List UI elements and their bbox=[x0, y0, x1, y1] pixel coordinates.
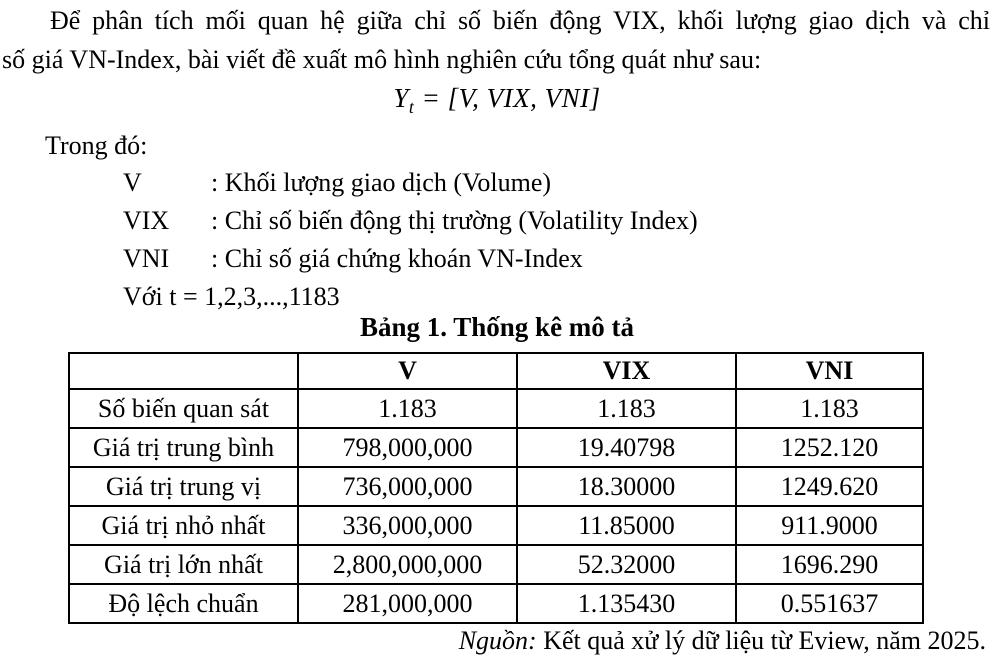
cell-value: 19.40798 bbox=[517, 428, 736, 467]
cell-value: 1696.290 bbox=[736, 545, 923, 584]
cell-value: 1.183 bbox=[298, 389, 517, 428]
formula-lhs: Y bbox=[393, 83, 409, 113]
table-row bbox=[69, 584, 923, 623]
cell-value: 281,000,000 bbox=[298, 584, 517, 623]
row-label: Giá trị trung bình bbox=[69, 428, 298, 467]
row-label: Số biến quan sát bbox=[69, 389, 298, 428]
table-row bbox=[69, 506, 923, 545]
cell-value: 336,000,000 bbox=[298, 506, 517, 545]
table-row bbox=[69, 389, 923, 428]
cell-value: 1249.620 bbox=[736, 467, 923, 506]
cell-value: 736,000,000 bbox=[298, 467, 517, 506]
intro-paragraph-line-1: Để phân tích mối quan hệ giữa chỉ số biến động VIX, khối lượng giao dịch và chỉ bbox=[50, 6, 990, 35]
time-range-note: Với t = 1,2,3,...,1183 bbox=[123, 282, 340, 311]
where-term-vix: VIX bbox=[123, 206, 170, 235]
where-definition-vni: : Chỉ số giá chứng khoán VN-Index bbox=[211, 244, 583, 273]
cell-value: 2,800,000,000 bbox=[298, 545, 517, 584]
cell-value: 911.9000 bbox=[736, 506, 923, 545]
cell-value: 52.32000 bbox=[517, 545, 736, 584]
where-intro: Trong đó: bbox=[45, 131, 148, 160]
where-definition-vix: : Chỉ số biến động thị trường (Volatility Index) bbox=[211, 206, 698, 235]
cell-value: 1.135430 bbox=[517, 584, 736, 623]
header-cell-vni: VNI bbox=[736, 353, 923, 389]
intro-paragraph-line-2: số giá VN-Index, bài viết đề xuất mô hình nghiên cứu tổng quát như sau: bbox=[2, 45, 762, 74]
where-item-v bbox=[123, 168, 551, 198]
header-cell-v: V bbox=[298, 353, 517, 389]
where-item-vix bbox=[123, 206, 698, 236]
row-label: Độ lệch chuẩn bbox=[69, 584, 298, 623]
source-text: Kết quả xử lý dữ liệu từ Eview, năm 2025. bbox=[536, 626, 986, 655]
formula-rhs: = [V, VIX, VNI] bbox=[421, 83, 601, 113]
cell-value: 1.183 bbox=[736, 389, 923, 428]
header-cell-empty bbox=[69, 353, 298, 389]
table-caption: Bảng 1. Thống kê mô tả bbox=[359, 312, 635, 342]
cell-value: 0.551637 bbox=[736, 584, 923, 623]
descriptive-statistics-table bbox=[68, 352, 924, 624]
where-definition-v: : Khối lượng giao dịch (Volume) bbox=[211, 168, 552, 197]
header-cell-vix: VIX bbox=[517, 353, 736, 389]
table-source-note bbox=[459, 626, 986, 656]
cell-value: 1252.120 bbox=[736, 428, 923, 467]
row-label: Giá trị trung vị bbox=[69, 467, 298, 506]
row-label: Giá trị lớn nhất bbox=[69, 545, 298, 584]
cell-value: 1.183 bbox=[517, 389, 736, 428]
formula-subscript: t bbox=[408, 97, 415, 117]
where-term-v: V bbox=[123, 168, 142, 197]
cell-value: 798,000,000 bbox=[298, 428, 517, 467]
model-formula bbox=[0, 83, 994, 118]
table-row bbox=[69, 467, 923, 506]
cell-value: 18.30000 bbox=[517, 467, 736, 506]
table-row bbox=[69, 545, 923, 584]
table-header-row bbox=[69, 353, 923, 389]
table-row bbox=[69, 428, 923, 467]
cell-value: 11.85000 bbox=[517, 506, 736, 545]
where-term-vni: VNI bbox=[123, 244, 170, 273]
source-label: Nguồn: bbox=[458, 626, 537, 655]
row-label: Giá trị nhỏ nhất bbox=[69, 506, 298, 545]
where-item-vni bbox=[123, 244, 583, 274]
